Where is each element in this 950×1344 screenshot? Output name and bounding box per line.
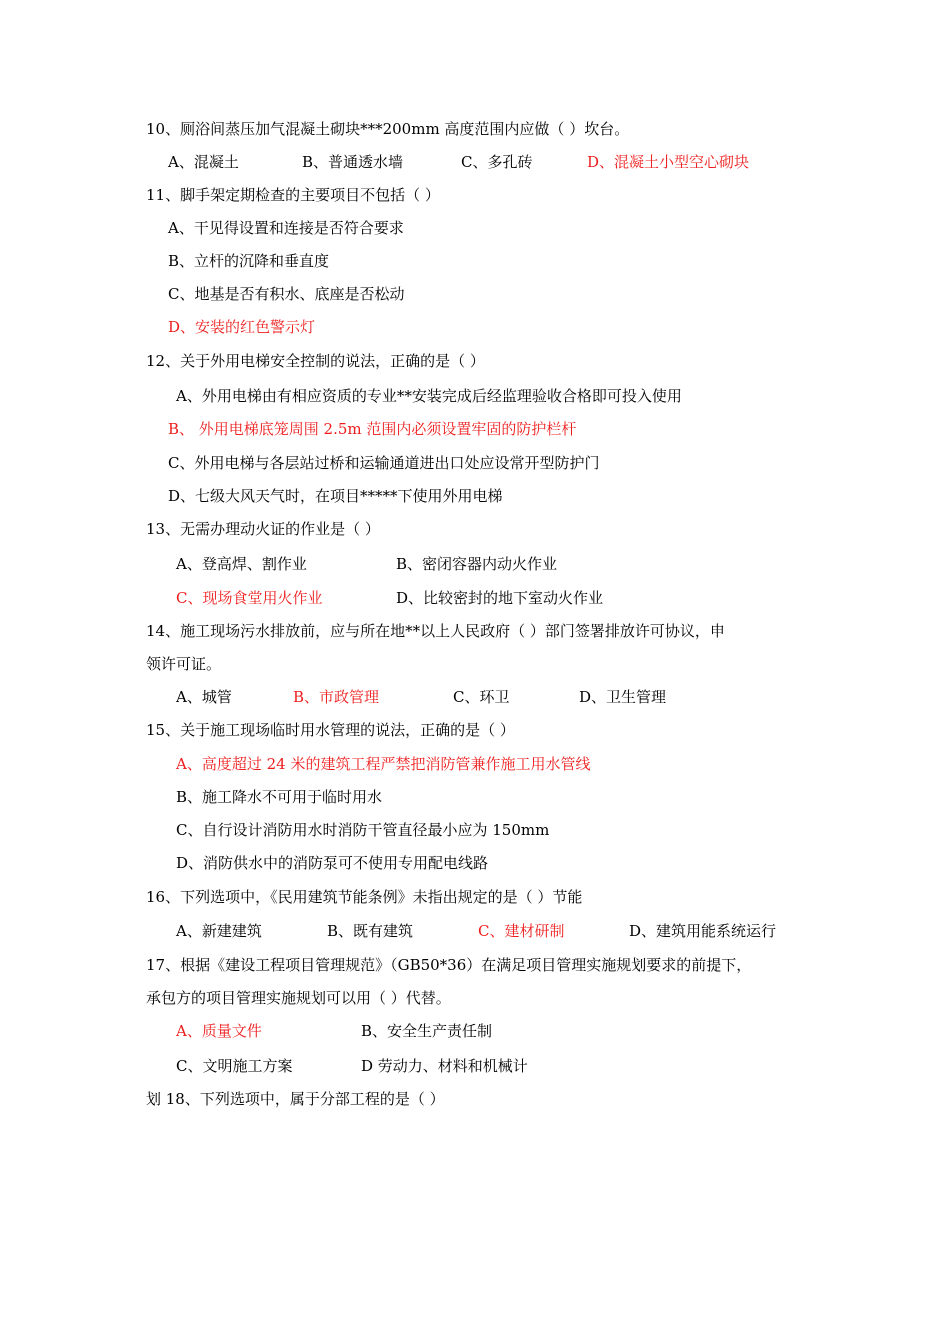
- question-17-option-a: A、质量文件: [176, 1022, 262, 1040]
- question-10-stem: 10、厕浴间蒸压加气混凝土砌块***200mm 高度范围内应做（ ）坎台。: [146, 120, 630, 138]
- question-14-stem-continued: 领许可证。: [146, 655, 222, 673]
- question-12-stem: 12、关于外用电梯安全控制的说法，正确的是（ ）: [146, 352, 485, 370]
- question-17-option-d: D 劳动力、材料和机械计: [361, 1057, 528, 1075]
- question-13-option-b: B、密闭容器内动火作业: [396, 555, 558, 573]
- question-15-stem: 15、关于施工现场临时用水管理的说法，正确的是（ ）: [146, 721, 515, 739]
- question-14-option-b: B、市政管理: [293, 688, 380, 706]
- question-11-option-c: C、地基是否有积水、底座是否松动: [168, 285, 405, 303]
- question-14-stem: 14、施工现场污水排放前，应与所在地**以上人民政府（ ）部门签署排放许可协议，申: [146, 622, 725, 640]
- question-16-option-c: C、建材研制: [478, 922, 565, 940]
- question-15-option-d: D、消防供水中的消防泵可不使用专用配电线路: [176, 854, 489, 872]
- question-12-option-d: D、七级大风天气时，在项目*****下使用外用电梯: [168, 487, 503, 505]
- question-13-stem: 13、无需办理动火证的作业是（ ）: [146, 520, 380, 538]
- question-15-option-c: C、自行设计消防用水时消防干管直径最小应为 150mm: [176, 821, 550, 839]
- question-18-stem: 划 18、下列选项中，属于分部工程的是（ ）: [146, 1090, 445, 1108]
- question-10-option-d: D、混凝土小型空心砌块: [587, 153, 750, 171]
- question-13-option-c: C、现场食堂用火作业: [176, 589, 323, 607]
- question-14-option-c: C、环卫: [453, 688, 510, 706]
- question-10-option-c: C、多孔砖: [461, 153, 533, 171]
- question-11-option-b: B、立杆的沉降和垂直度: [168, 252, 330, 270]
- question-17-option-c: C、文明施工方案: [176, 1057, 293, 1075]
- question-16-stem: 16、下列选项中，《民用建筑节能条例》未指出规定的是（ ）节能: [146, 888, 583, 906]
- question-16-option-d: D、建筑用能系统运行: [629, 922, 777, 940]
- question-12-option-c: C、外用电梯与各层站过桥和运输通道进出口处应设常开型防护门: [168, 454, 600, 472]
- question-10-option-a: A、混凝土: [168, 153, 239, 171]
- question-14-option-d: D、卫生管理: [579, 688, 667, 706]
- question-14-option-a: A、城管: [176, 688, 232, 706]
- question-11-option-d: D、安装的红色警示灯: [168, 318, 316, 336]
- question-16-option-a: A、新建建筑: [176, 922, 262, 940]
- question-17-stem-continued: 承包方的项目管理实施规划可以用（ ）代替。: [146, 989, 451, 1007]
- question-10-option-b: B、普通透水墙: [302, 153, 404, 171]
- question-17-stem: 17、根据《建设工程项目管理规范》（GB50*36）在满足项目管理实施规划要求的前提下，: [146, 956, 752, 974]
- question-17-option-b: B、安全生产责任制: [361, 1022, 493, 1040]
- question-15-option-b: B、施工降水不可用于临时用水: [176, 788, 383, 806]
- question-11-stem: 11、脚手架定期检查的主要项目不包括（ ）: [146, 186, 440, 204]
- question-12-option-a: A、外用电梯由有相应资质的专业**安装完成后经监理验收合格即可投入使用: [176, 387, 682, 405]
- question-11-option-a: A、干见得设置和连接是否符合要求: [168, 219, 404, 237]
- question-15-option-a: A、高度超过 24 米的建筑工程严禁把消防管兼作施工用水管线: [176, 755, 591, 773]
- question-13-option-a: A、登高焊、割作业: [176, 555, 307, 573]
- question-16-option-b: B、既有建筑: [327, 922, 414, 940]
- question-12-option-b: B、 外用电梯底笼周围 2.5m 范围内必须设置牢固的防护栏杆: [168, 420, 577, 438]
- question-13-option-d: D、比较密封的地下室动火作业: [396, 589, 604, 607]
